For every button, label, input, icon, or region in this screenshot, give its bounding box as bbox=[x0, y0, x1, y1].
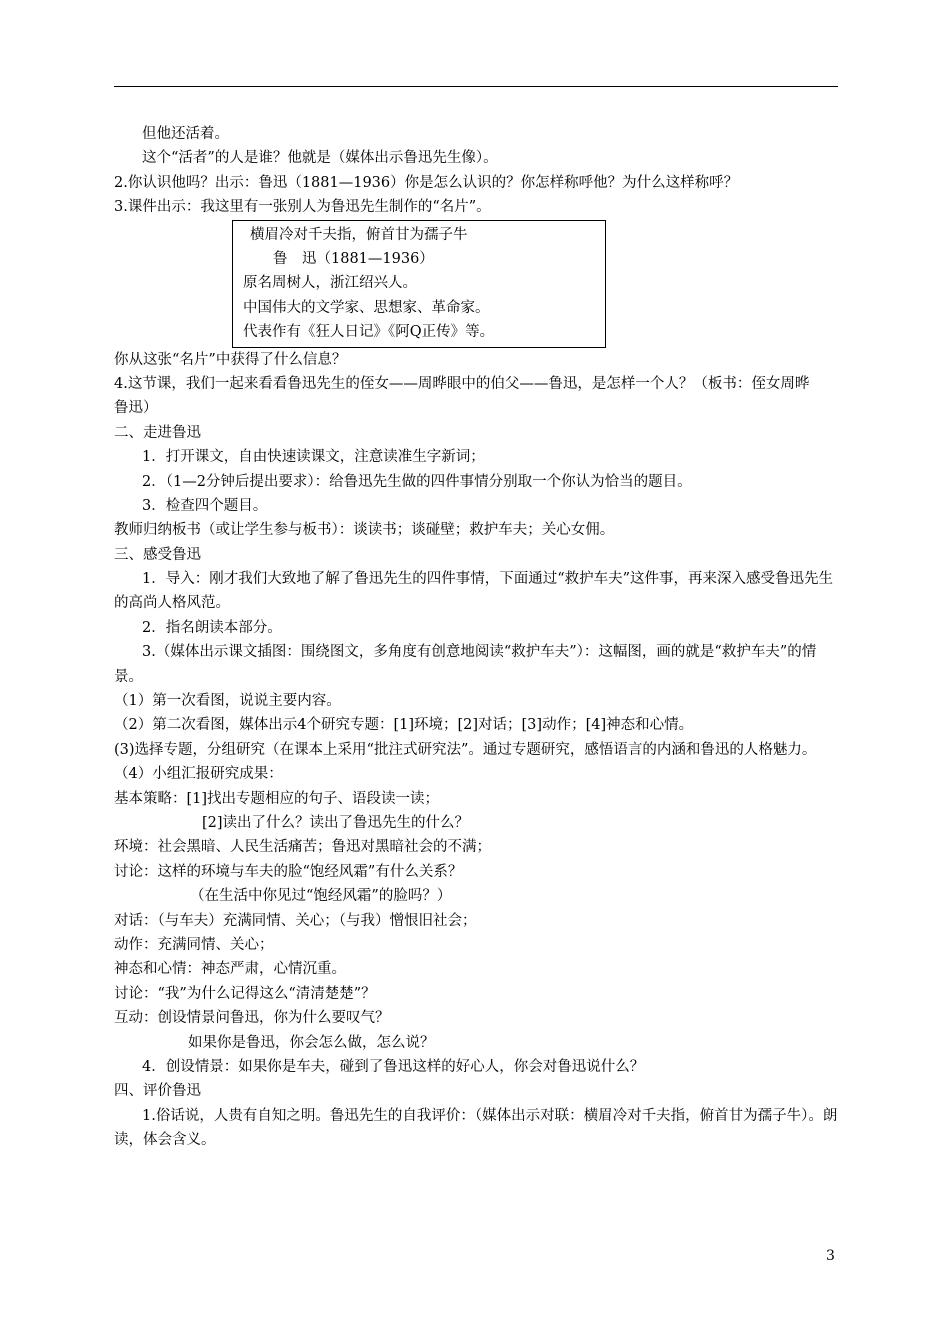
paragraph: 4．创设情景：如果你是车夫，碰到了鲁迅这样的好心人，你会对鲁迅说什么？ bbox=[142, 1058, 645, 1075]
card-line: 代表作有《狂人日记》《阿Q正传》等。 bbox=[243, 324, 495, 341]
paragraph: 2．指名朗读本部分。 bbox=[142, 619, 282, 636]
section-heading: 二、走进鲁迅 bbox=[114, 424, 201, 441]
paragraph: 1．导入：刚才我们大致地了解了鲁迅先生的四件事情，下面通过“救护车夫”这件事，再来深入感受鲁迅先生的高尚人格风范。 bbox=[114, 571, 834, 612]
paragraph: 2．（1—2分钟后提出要求）：给鲁迅先生做的四件事情分别取一个你认为恰当的题目。 bbox=[142, 473, 692, 490]
card-line: 中国伟大的文学家、思想家、革命家。 bbox=[243, 299, 490, 316]
paragraph: （4）小组汇报研究成果： bbox=[114, 766, 283, 783]
card-couplet: 横眉冷对千夫指，俯首甘为孺子牛 bbox=[250, 226, 468, 243]
card-line: 原名周树人，浙江绍兴人。 bbox=[243, 275, 417, 292]
section-heading: 四、评价鲁迅 bbox=[114, 1083, 201, 1100]
paragraph: 讨论：这样的环境与车夫的脸“饱经风霜”有什么关系？ bbox=[114, 863, 463, 880]
paragraph: 4.这节课，我们一起来看看鲁迅先生的侄女——周晔眼中的伯父——鲁迅，是怎样一个人？（板书：侄女周晔 鲁迅） bbox=[114, 375, 868, 417]
paragraph: (3)选择专题，分组研究（在课本上采用“批注式研究法”。通过专题研究，感悟语言的内涵和鲁迅的人格魅力。 bbox=[114, 741, 817, 758]
paragraph: 3.（媒体出示课文插图：围绕图文，多角度有创意地阅读“救护车夫”）：这幅图，画的就是“救护车夫”的情景。 bbox=[114, 644, 817, 685]
paragraph: 3．检查四个题目。 bbox=[142, 497, 268, 514]
paragraph: 互动：创设情景问鲁迅，你为什么要叹气？ bbox=[114, 1010, 390, 1027]
paragraph: 你从这张“名片”中获得了什么信息？ bbox=[114, 351, 347, 368]
card-name: 鲁 迅（1881—1936） bbox=[273, 250, 434, 267]
paragraph: （2）第二次看图，媒体出示4个研究专题：[1]环境；[2]对话；[3]动作；[4]神态和心情。 bbox=[114, 717, 694, 734]
paragraph: 对话：（与车夫）充满同情、关心；（与我）憎恨旧社会； bbox=[114, 912, 477, 929]
paragraph: 教师归纳板书（或让学生参与板书）：谈读书；谈碰壁；救护车夫；关心女佣。 bbox=[114, 522, 615, 539]
paragraph: 但他还活着。 bbox=[142, 126, 229, 142]
paragraph: 1．打开课文，自由快速读课文，注意读准生字新词； bbox=[142, 449, 485, 466]
page-number: 3 bbox=[826, 1248, 835, 1264]
paragraph: 神态和心情：神态严肃，心情沉重。 bbox=[114, 961, 346, 978]
paragraph: 3.课件出示：我这里有一张别人为鲁迅先生制作的“名片”。 bbox=[114, 199, 491, 216]
paragraph: 如果你是鲁迅，你会怎么做，怎么说？ bbox=[188, 1034, 435, 1051]
section-heading: 三、感受鲁迅 bbox=[114, 546, 201, 563]
paragraph: 1.俗话说，人贵有自知之明。鲁迅先生的自我评价：（媒体出示对联：横眉冷对千夫指，俯首甘为孺子牛）。朗读，体会含义。 bbox=[114, 1107, 838, 1149]
paragraph: [2]读出了什么？读出了鲁迅先生的什么？ bbox=[202, 815, 470, 832]
name-card-box bbox=[232, 220, 606, 348]
paragraph: （在生活中你见过“饱经风霜”的脸吗？） bbox=[190, 888, 452, 905]
header-rule bbox=[114, 86, 838, 87]
document-body bbox=[114, 122, 868, 1153]
paragraph: 2.你认识他吗？出示：鲁迅（1881—1936）你是怎么认识的？你怎样称呼他？为什么这样称呼？ bbox=[114, 174, 739, 191]
paragraph: 讨论：“我”为什么记得这么“清清楚楚”？ bbox=[114, 985, 376, 1002]
paragraph: 这个“活者”的人是谁？他就是（媒体出示鲁迅先生像）。 bbox=[142, 150, 498, 167]
paragraph: 动作：充满同情、关心； bbox=[114, 937, 274, 953]
paragraph: 基本策略：[1]找出专题相应的句子、语段读一读； bbox=[114, 790, 440, 807]
paragraph: （1）第一次看图，说说主要内容。 bbox=[114, 693, 341, 710]
paragraph: 环境：社会黑暗、人民生活痛苦；鲁迅对黑暗社会的不满； bbox=[114, 839, 491, 856]
